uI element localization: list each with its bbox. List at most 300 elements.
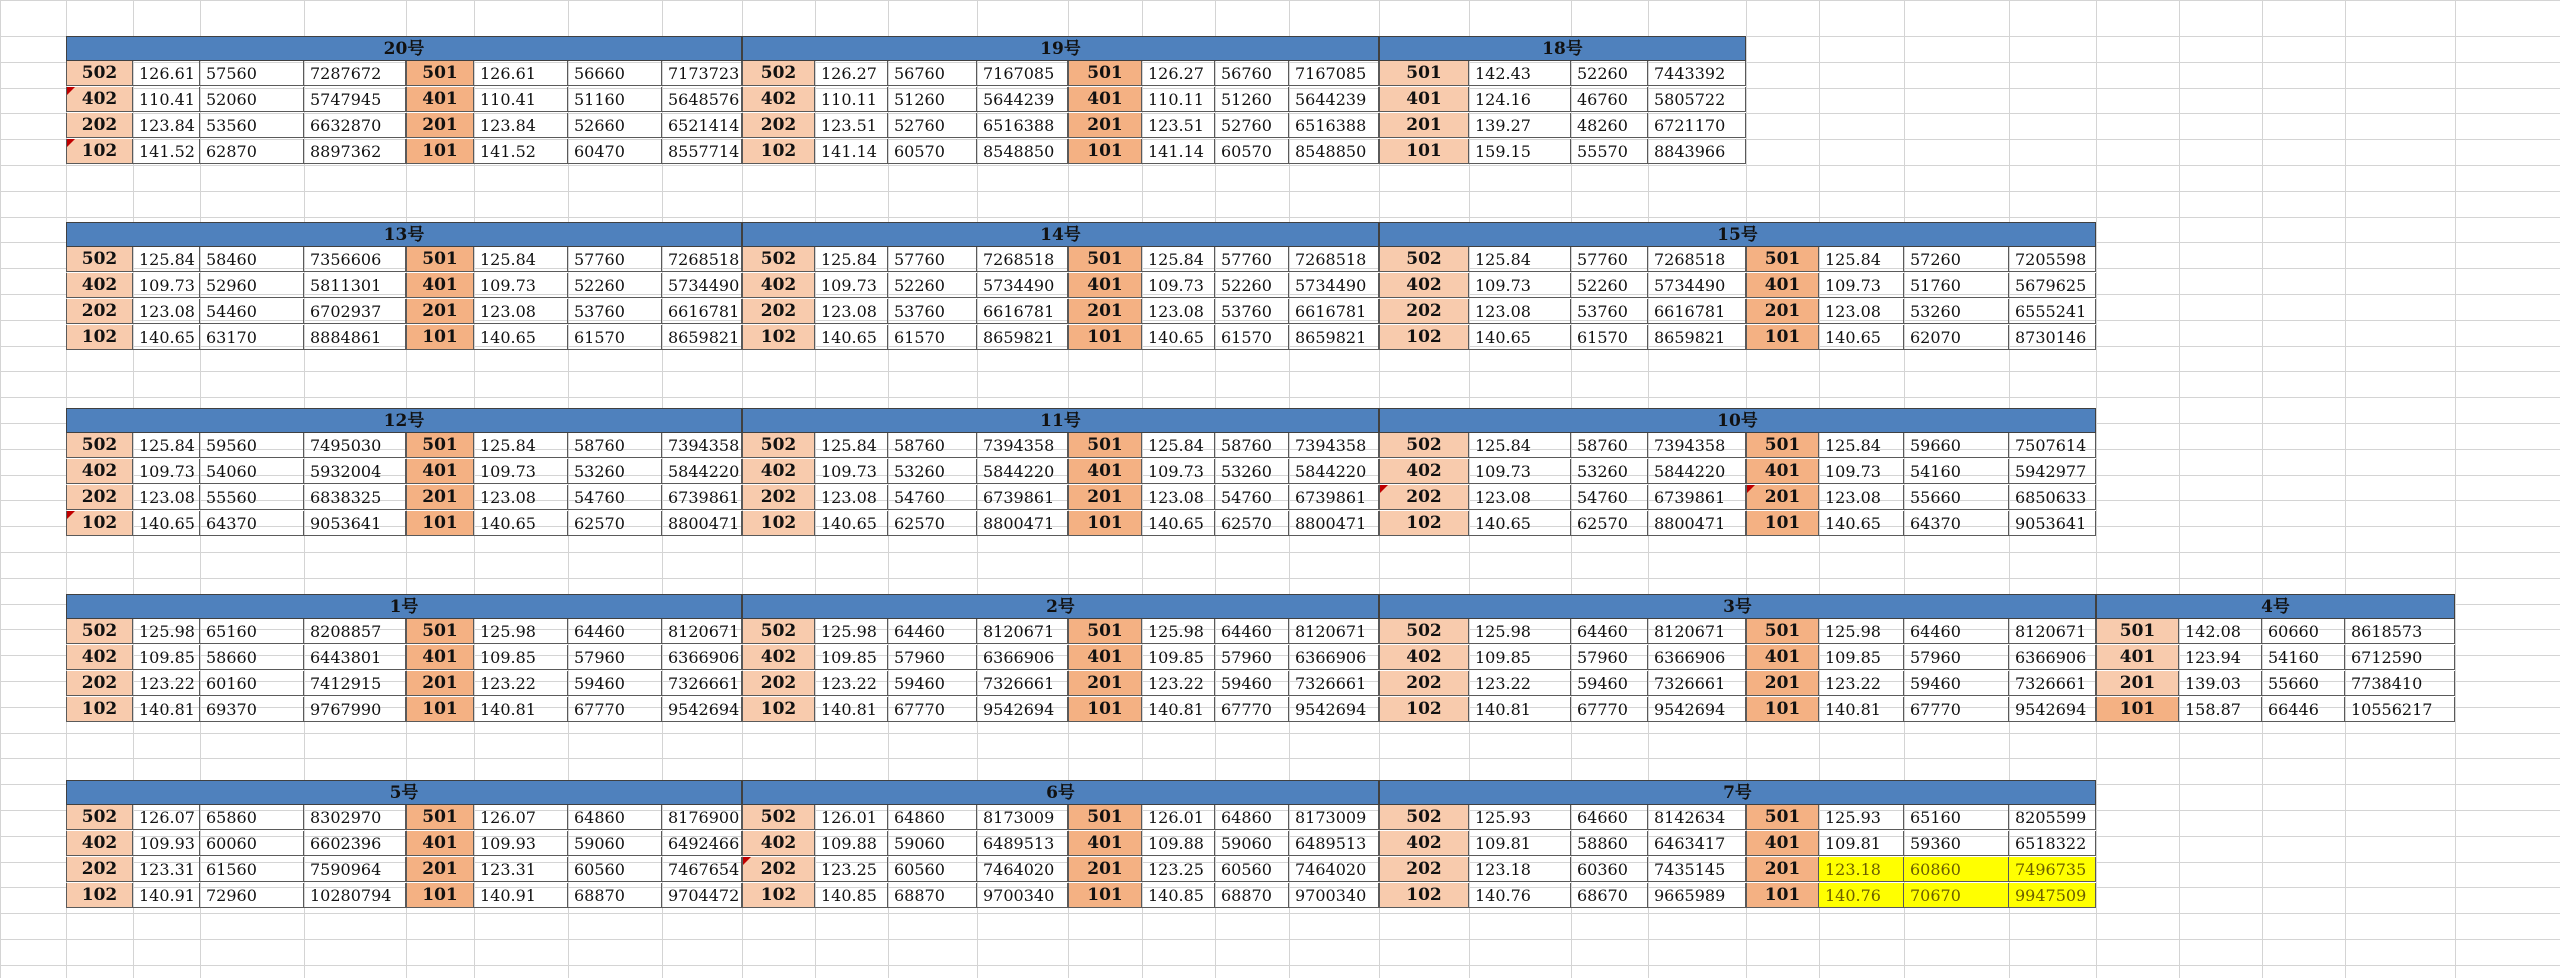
total-price-cell[interactable]: 6555241 [2009,299,2096,324]
total-price-cell[interactable]: 7326661 [1648,671,1746,696]
area-cell[interactable]: 140.65 [474,511,568,536]
unit-price-cell[interactable]: 60360 [1571,857,1648,882]
area-cell[interactable]: 123.08 [815,485,888,510]
unit-cell[interactable]: 502 [1379,805,1469,830]
unit-price-cell[interactable]: 57960 [888,645,977,670]
total-price-cell[interactable]: 6489513 [1289,831,1379,856]
unit-price-cell[interactable]: 52260 [568,273,662,298]
unit-price-cell[interactable]: 67770 [1215,697,1289,722]
area-cell[interactable]: 140.81 [474,697,568,722]
total-price-cell[interactable]: 9947509 [2009,883,2096,908]
unit-cell[interactable]: 501 [1746,805,1819,830]
area-cell[interactable]: 140.65 [815,511,888,536]
unit-cell[interactable]: 102 [1379,883,1469,908]
total-price-cell[interactable]: 5844220 [1289,459,1379,484]
area-cell[interactable]: 140.76 [1819,883,1904,908]
area-cell[interactable]: 125.84 [815,433,888,458]
area-cell[interactable]: 123.22 [474,671,568,696]
area-cell[interactable]: 123.18 [1469,857,1571,882]
area-cell[interactable]: 109.85 [133,645,200,670]
area-cell[interactable]: 140.81 [1469,697,1571,722]
area-cell[interactable]: 123.08 [133,485,200,510]
unit-price-cell[interactable]: 56760 [1215,61,1289,86]
unit-price-cell[interactable]: 65160 [1904,805,2009,830]
unit-price-cell[interactable]: 62570 [1215,511,1289,536]
unit-cell[interactable]: 502 [66,433,133,458]
unit-price-cell[interactable]: 62870 [200,139,304,164]
total-price-cell[interactable]: 7590964 [304,857,406,882]
unit-cell[interactable]: 402 [66,645,133,670]
total-price-cell[interactable]: 8843966 [1648,139,1746,164]
total-price-cell[interactable]: 6739861 [662,485,742,510]
unit-cell[interactable]: 101 [1746,697,1819,722]
area-cell[interactable]: 140.85 [1142,883,1215,908]
unit-cell[interactable]: 401 [1746,831,1819,856]
unit-price-cell[interactable]: 60470 [568,139,662,164]
unit-price-cell[interactable]: 60570 [1215,139,1289,164]
unit-cell[interactable]: 201 [406,857,474,882]
area-cell[interactable]: 140.65 [1142,511,1215,536]
building-title[interactable]: 11号 [742,408,1379,433]
area-cell[interactable]: 123.51 [815,113,888,138]
total-price-cell[interactable]: 8205599 [2009,805,2096,830]
area-cell[interactable]: 125.84 [133,247,200,272]
total-price-cell[interactable]: 6739861 [1648,485,1746,510]
area-cell[interactable]: 123.22 [815,671,888,696]
unit-price-cell[interactable]: 62070 [1904,325,2009,350]
unit-price-cell[interactable]: 61570 [888,325,977,350]
unit-cell[interactable]: 102 [742,511,815,536]
unit-price-cell[interactable]: 64660 [1571,805,1648,830]
unit-price-cell[interactable]: 53760 [568,299,662,324]
unit-price-cell[interactable]: 65160 [200,619,304,644]
area-cell[interactable]: 124.16 [1469,87,1571,112]
unit-cell[interactable]: 201 [1746,485,1819,510]
unit-price-cell[interactable]: 57760 [888,247,977,272]
unit-cell[interactable]: 102 [66,139,133,164]
unit-price-cell[interactable]: 53260 [1215,459,1289,484]
total-price-cell[interactable]: 7394358 [1648,433,1746,458]
unit-price-cell[interactable]: 68870 [888,883,977,908]
unit-cell[interactable]: 202 [742,857,815,882]
total-price-cell[interactable]: 7326661 [662,671,742,696]
total-price-cell[interactable]: 9542694 [1289,697,1379,722]
unit-cell[interactable]: 101 [2096,697,2179,722]
unit-price-cell[interactable]: 53260 [1904,299,2009,324]
total-price-cell[interactable]: 5747945 [304,87,406,112]
area-cell[interactable]: 158.87 [2179,697,2262,722]
total-price-cell[interactable]: 7394358 [977,433,1068,458]
unit-cell[interactable]: 101 [1068,325,1142,350]
total-price-cell[interactable]: 8659821 [977,325,1068,350]
total-price-cell[interactable]: 8120671 [2009,619,2096,644]
area-cell[interactable]: 123.08 [1819,485,1904,510]
unit-price-cell[interactable]: 57760 [1215,247,1289,272]
unit-cell[interactable]: 501 [1379,61,1469,86]
total-price-cell[interactable]: 5844220 [977,459,1068,484]
unit-cell[interactable]: 102 [742,325,815,350]
unit-price-cell[interactable]: 59460 [1571,671,1648,696]
area-cell[interactable]: 142.08 [2179,619,2262,644]
unit-price-cell[interactable]: 60560 [1215,857,1289,882]
total-price-cell[interactable]: 7326661 [977,671,1068,696]
area-cell[interactable]: 123.25 [815,857,888,882]
unit-price-cell[interactable]: 62570 [888,511,977,536]
area-cell[interactable]: 110.41 [474,87,568,112]
unit-cell[interactable]: 502 [66,247,133,272]
unit-price-cell[interactable]: 64460 [1904,619,2009,644]
unit-cell[interactable]: 202 [742,485,815,510]
unit-cell[interactable]: 501 [1746,619,1819,644]
unit-price-cell[interactable]: 56760 [888,61,977,86]
area-cell[interactable]: 140.65 [133,325,200,350]
total-price-cell[interactable]: 6721170 [1648,113,1746,138]
total-price-cell[interactable]: 9704472 [662,883,742,908]
building-title[interactable]: 14号 [742,222,1379,247]
unit-cell[interactable]: 502 [1379,619,1469,644]
unit-cell[interactable]: 202 [742,299,815,324]
unit-cell[interactable]: 502 [742,805,815,830]
area-cell[interactable]: 125.93 [1469,805,1571,830]
total-price-cell[interactable]: 8659821 [1289,325,1379,350]
unit-cell[interactable]: 401 [406,273,474,298]
total-price-cell[interactable]: 7464020 [977,857,1068,882]
unit-cell[interactable]: 202 [1379,857,1469,882]
unit-cell[interactable]: 101 [406,511,474,536]
area-cell[interactable]: 109.85 [815,645,888,670]
area-cell[interactable]: 140.81 [133,697,200,722]
area-cell[interactable]: 125.84 [1819,433,1904,458]
area-cell[interactable]: 123.51 [1142,113,1215,138]
total-price-cell[interactable]: 7394358 [1289,433,1379,458]
building-title[interactable]: 15号 [1379,222,2096,247]
total-price-cell[interactable]: 8897362 [304,139,406,164]
unit-cell[interactable]: 502 [742,247,815,272]
total-price-cell[interactable]: 8800471 [662,511,742,536]
unit-cell[interactable]: 501 [1068,433,1142,458]
total-price-cell[interactable]: 9700340 [1289,883,1379,908]
area-cell[interactable]: 123.08 [1819,299,1904,324]
unit-price-cell[interactable]: 53560 [200,113,304,138]
area-cell[interactable]: 125.84 [1469,247,1571,272]
area-cell[interactable]: 140.85 [815,883,888,908]
unit-price-cell[interactable]: 59060 [1215,831,1289,856]
unit-cell[interactable]: 101 [1746,883,1819,908]
area-cell[interactable]: 123.31 [133,857,200,882]
unit-cell[interactable]: 202 [66,857,133,882]
unit-price-cell[interactable]: 62570 [1571,511,1648,536]
building-title[interactable]: 10号 [1379,408,2096,433]
total-price-cell[interactable]: 6489513 [977,831,1068,856]
area-cell[interactable]: 109.73 [1469,273,1571,298]
total-price-cell[interactable]: 6632870 [304,113,406,138]
unit-price-cell[interactable]: 52260 [1215,273,1289,298]
area-cell[interactable]: 109.73 [1819,459,1904,484]
area-cell[interactable]: 126.61 [133,61,200,86]
unit-cell[interactable]: 502 [66,61,133,86]
unit-price-cell[interactable]: 60060 [200,831,304,856]
total-price-cell[interactable]: 7287672 [304,61,406,86]
total-price-cell[interactable]: 8548850 [1289,139,1379,164]
total-price-cell[interactable]: 9767990 [304,697,406,722]
unit-cell[interactable]: 402 [66,273,133,298]
area-cell[interactable]: 109.93 [474,831,568,856]
unit-cell[interactable]: 402 [742,273,815,298]
unit-cell[interactable]: 101 [1068,139,1142,164]
unit-cell[interactable]: 202 [1379,671,1469,696]
building-title[interactable]: 7号 [1379,780,2096,805]
area-cell[interactable]: 109.81 [1469,831,1571,856]
unit-price-cell[interactable]: 51760 [1904,273,2009,298]
unit-cell[interactable]: 502 [742,61,815,86]
area-cell[interactable]: 126.07 [133,805,200,830]
unit-cell[interactable]: 502 [742,433,815,458]
area-cell[interactable]: 140.81 [1819,697,1904,722]
area-cell[interactable]: 140.81 [815,697,888,722]
area-cell[interactable]: 109.85 [474,645,568,670]
unit-cell[interactable]: 102 [66,511,133,536]
total-price-cell[interactable]: 6366906 [662,645,742,670]
unit-price-cell[interactable]: 57960 [1215,645,1289,670]
total-price-cell[interactable]: 8730146 [2009,325,2096,350]
unit-cell[interactable]: 402 [66,831,133,856]
total-price-cell[interactable]: 7394358 [662,433,742,458]
area-cell[interactable]: 110.11 [1142,87,1215,112]
unit-price-cell[interactable]: 53260 [888,459,977,484]
unit-price-cell[interactable]: 64370 [1904,511,2009,536]
unit-price-cell[interactable]: 48260 [1571,113,1648,138]
unit-cell[interactable]: 402 [742,459,815,484]
total-price-cell[interactable]: 6366906 [2009,645,2096,670]
unit-cell[interactable]: 101 [1068,511,1142,536]
unit-price-cell[interactable]: 63170 [200,325,304,350]
area-cell[interactable]: 125.84 [1142,433,1215,458]
unit-price-cell[interactable]: 59060 [568,831,662,856]
total-price-cell[interactable]: 6616781 [1648,299,1746,324]
total-price-cell[interactable]: 7495030 [304,433,406,458]
area-cell[interactable]: 126.27 [1142,61,1215,86]
unit-price-cell[interactable]: 57960 [1571,645,1648,670]
unit-price-cell[interactable]: 64860 [1215,805,1289,830]
area-cell[interactable]: 125.98 [474,619,568,644]
unit-cell[interactable]: 501 [2096,619,2179,644]
total-price-cell[interactable]: 7326661 [2009,671,2096,696]
unit-cell[interactable]: 201 [1746,671,1819,696]
area-cell[interactable]: 109.73 [474,273,568,298]
unit-price-cell[interactable]: 60570 [888,139,977,164]
area-cell[interactable]: 126.07 [474,805,568,830]
area-cell[interactable]: 140.65 [815,325,888,350]
unit-price-cell[interactable]: 52260 [1571,61,1648,86]
unit-price-cell[interactable]: 64460 [1215,619,1289,644]
unit-price-cell[interactable]: 61570 [568,325,662,350]
unit-price-cell[interactable]: 64460 [1571,619,1648,644]
unit-price-cell[interactable]: 60660 [2262,619,2345,644]
unit-price-cell[interactable]: 58760 [568,433,662,458]
unit-cell[interactable]: 401 [1068,831,1142,856]
unit-cell[interactable]: 102 [1379,325,1469,350]
total-price-cell[interactable]: 7326661 [1289,671,1379,696]
unit-price-cell[interactable]: 59060 [888,831,977,856]
unit-price-cell[interactable]: 65860 [200,805,304,830]
total-price-cell[interactable]: 10280794 [304,883,406,908]
total-price-cell[interactable]: 5844220 [662,459,742,484]
unit-cell[interactable]: 501 [1068,61,1142,86]
unit-cell[interactable]: 502 [742,619,815,644]
total-price-cell[interactable]: 5942977 [2009,459,2096,484]
area-cell[interactable]: 109.85 [1469,645,1571,670]
area-cell[interactable]: 123.08 [474,299,568,324]
unit-price-cell[interactable]: 57760 [1571,247,1648,272]
total-price-cell[interactable]: 9053641 [304,511,406,536]
area-cell[interactable]: 109.73 [815,273,888,298]
unit-cell[interactable]: 401 [406,645,474,670]
unit-price-cell[interactable]: 53260 [568,459,662,484]
unit-cell[interactable]: 201 [406,113,474,138]
unit-cell[interactable]: 402 [1379,831,1469,856]
total-price-cell[interactable]: 8208857 [304,619,406,644]
area-cell[interactable]: 123.08 [1142,485,1215,510]
unit-cell[interactable]: 201 [1068,113,1142,138]
total-price-cell[interactable]: 5644239 [977,87,1068,112]
total-price-cell[interactable]: 6616781 [977,299,1068,324]
total-price-cell[interactable]: 5734490 [662,273,742,298]
unit-cell[interactable]: 402 [1379,645,1469,670]
area-cell[interactable]: 141.14 [1142,139,1215,164]
total-price-cell[interactable]: 9542694 [662,697,742,722]
total-price-cell[interactable]: 9700340 [977,883,1068,908]
building-title[interactable]: 18号 [1379,36,1746,61]
area-cell[interactable]: 140.65 [1819,325,1904,350]
area-cell[interactable]: 123.18 [1819,857,1904,882]
unit-cell[interactable]: 101 [1068,697,1142,722]
total-price-cell[interactable]: 8173009 [977,805,1068,830]
unit-cell[interactable]: 202 [742,671,815,696]
total-price-cell[interactable]: 7496735 [2009,857,2096,882]
area-cell[interactable]: 123.22 [1819,671,1904,696]
unit-cell[interactable]: 201 [1746,299,1819,324]
total-price-cell[interactable]: 6602396 [304,831,406,856]
total-price-cell[interactable]: 7268518 [1648,247,1746,272]
area-cell[interactable]: 109.73 [474,459,568,484]
unit-cell[interactable]: 402 [1379,273,1469,298]
area-cell[interactable]: 140.65 [1469,511,1571,536]
unit-cell[interactable]: 401 [406,831,474,856]
unit-cell[interactable]: 202 [742,113,815,138]
unit-cell[interactable]: 201 [1379,113,1469,138]
total-price-cell[interactable]: 6616781 [1289,299,1379,324]
unit-price-cell[interactable]: 54760 [568,485,662,510]
unit-price-cell[interactable]: 52760 [1215,113,1289,138]
unit-price-cell[interactable]: 55570 [1571,139,1648,164]
unit-price-cell[interactable]: 58760 [888,433,977,458]
total-price-cell[interactable]: 6521414 [662,113,742,138]
building-title[interactable]: 19号 [742,36,1379,61]
total-price-cell[interactable]: 7467654 [662,857,742,882]
total-price-cell[interactable]: 6492466 [662,831,742,856]
unit-price-cell[interactable]: 54760 [888,485,977,510]
area-cell[interactable]: 140.65 [133,511,200,536]
total-price-cell[interactable]: 8120671 [662,619,742,644]
building-title[interactable]: 3号 [1379,594,2096,619]
unit-cell[interactable]: 101 [1746,511,1819,536]
unit-price-cell[interactable]: 52760 [888,113,977,138]
area-cell[interactable]: 140.76 [1469,883,1571,908]
unit-price-cell[interactable]: 57960 [568,645,662,670]
area-cell[interactable]: 109.73 [1819,273,1904,298]
total-price-cell[interactable]: 7173723 [662,61,742,86]
unit-cell[interactable]: 201 [406,671,474,696]
area-cell[interactable]: 123.22 [1142,671,1215,696]
unit-cell[interactable]: 201 [1068,485,1142,510]
area-cell[interactable]: 109.73 [815,459,888,484]
area-cell[interactable]: 140.65 [474,325,568,350]
unit-price-cell[interactable]: 70670 [1904,883,2009,908]
unit-cell[interactable]: 401 [1068,459,1142,484]
unit-cell[interactable]: 401 [1068,273,1142,298]
unit-price-cell[interactable]: 51260 [1215,87,1289,112]
total-price-cell[interactable]: 8659821 [662,325,742,350]
area-cell[interactable]: 109.85 [1142,645,1215,670]
area-cell[interactable]: 126.01 [815,805,888,830]
total-price-cell[interactable]: 7507614 [2009,433,2096,458]
area-cell[interactable]: 142.43 [1469,61,1571,86]
unit-price-cell[interactable]: 58860 [1571,831,1648,856]
unit-cell[interactable]: 401 [2096,645,2179,670]
total-price-cell[interactable]: 5805722 [1648,87,1746,112]
total-price-cell[interactable]: 7356606 [304,247,406,272]
area-cell[interactable]: 123.08 [815,299,888,324]
unit-cell[interactable]: 401 [1746,459,1819,484]
building-title[interactable]: 5号 [66,780,742,805]
unit-price-cell[interactable]: 68670 [1571,883,1648,908]
area-cell[interactable]: 123.22 [1469,671,1571,696]
unit-price-cell[interactable]: 57560 [200,61,304,86]
unit-cell[interactable]: 402 [742,87,815,112]
unit-price-cell[interactable]: 58460 [200,247,304,272]
unit-cell[interactable]: 501 [1746,247,1819,272]
unit-cell[interactable]: 402 [66,87,133,112]
total-price-cell[interactable]: 8173009 [1289,805,1379,830]
area-cell[interactable]: 123.22 [133,671,200,696]
area-cell[interactable]: 125.84 [1469,433,1571,458]
unit-cell[interactable]: 401 [406,459,474,484]
total-price-cell[interactable]: 9542694 [1648,697,1746,722]
unit-price-cell[interactable]: 68870 [568,883,662,908]
unit-cell[interactable]: 402 [66,459,133,484]
total-price-cell[interactable]: 5932004 [304,459,406,484]
total-price-cell[interactable]: 6518322 [2009,831,2096,856]
unit-cell[interactable]: 501 [406,805,474,830]
area-cell[interactable]: 125.98 [815,619,888,644]
area-cell[interactable]: 125.84 [474,247,568,272]
total-price-cell[interactable]: 9053641 [2009,511,2096,536]
total-price-cell[interactable]: 6702937 [304,299,406,324]
total-price-cell[interactable]: 8800471 [1648,511,1746,536]
unit-price-cell[interactable]: 53760 [888,299,977,324]
unit-price-cell[interactable]: 52060 [200,87,304,112]
area-cell[interactable]: 123.31 [474,857,568,882]
unit-cell[interactable]: 101 [406,697,474,722]
area-cell[interactable]: 109.73 [1469,459,1571,484]
unit-price-cell[interactable]: 61570 [1571,325,1648,350]
unit-cell[interactable]: 102 [742,697,815,722]
unit-cell[interactable]: 502 [66,805,133,830]
total-price-cell[interactable]: 5648576 [662,87,742,112]
total-price-cell[interactable]: 6739861 [1289,485,1379,510]
total-price-cell[interactable]: 5644239 [1289,87,1379,112]
unit-price-cell[interactable]: 67770 [1904,697,2009,722]
